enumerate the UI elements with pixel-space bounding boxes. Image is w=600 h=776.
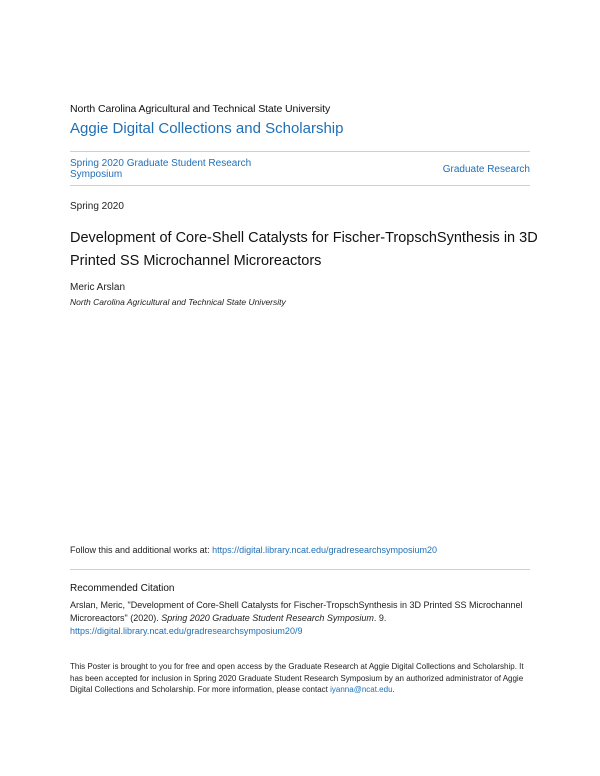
citation-body: Arslan, Meric, "Development of Core-Shell Catalysts for Fischer-TropschSynthesis in 3D Printed SS Microchannel Microreactors" (2020). — [70, 600, 523, 623]
notice-text: This Poster is brought to you for free and open access by the Graduate Research at Aggie Digital Collections and Scholarship. It has been accepted for inclusion in Spring 2020 Graduate Student Research Symposium by an authorized administrator of Aggie Digital Collections and Scholarship. For more information, please contact — [70, 662, 524, 694]
divider — [70, 569, 530, 570]
citation-number: . 9. — [373, 613, 387, 623]
follow-prefix: Follow this and additional works at: — [70, 545, 213, 555]
document-title: Development of Core-Shell Catalysts for Fischer-TropschSynthesis in 3D Printed SS Microchannel Microreactors — [70, 230, 538, 269]
follow-line — [70, 545, 437, 555]
author-name: Meric Arslan — [70, 282, 126, 293]
institution-name: North Carolina Agricultural and Technical State University — [70, 103, 331, 115]
citation-series: Spring 2020 Graduate Student Research Symposium — [161, 613, 374, 623]
citation-link[interactable]: https://digital.library.ncat.edu/gradresearchsymposium20/9 — [70, 626, 303, 636]
follow-link[interactable]: https://digital.library.ncat.edu/gradresearchsymposium20 — [212, 545, 438, 555]
contact-email-link[interactable]: iyanna@ncat.edu — [330, 685, 393, 694]
citation-text — [70, 599, 532, 638]
divider — [70, 151, 530, 152]
series-link[interactable]: Spring 2020 Graduate Student Research Symposium — [70, 158, 252, 180]
author-affiliation: North Carolina Agricultural and Technical State University — [70, 297, 286, 307]
citation-heading: Recommended Citation — [70, 583, 175, 594]
publication-date: Spring 2020 — [70, 201, 124, 212]
collection-link[interactable]: Graduate Research — [442, 164, 530, 175]
notice-end: . — [392, 685, 395, 694]
divider — [70, 185, 530, 186]
access-notice — [70, 661, 532, 696]
repository-title[interactable]: Aggie Digital Collections and Scholarship — [70, 120, 344, 137]
